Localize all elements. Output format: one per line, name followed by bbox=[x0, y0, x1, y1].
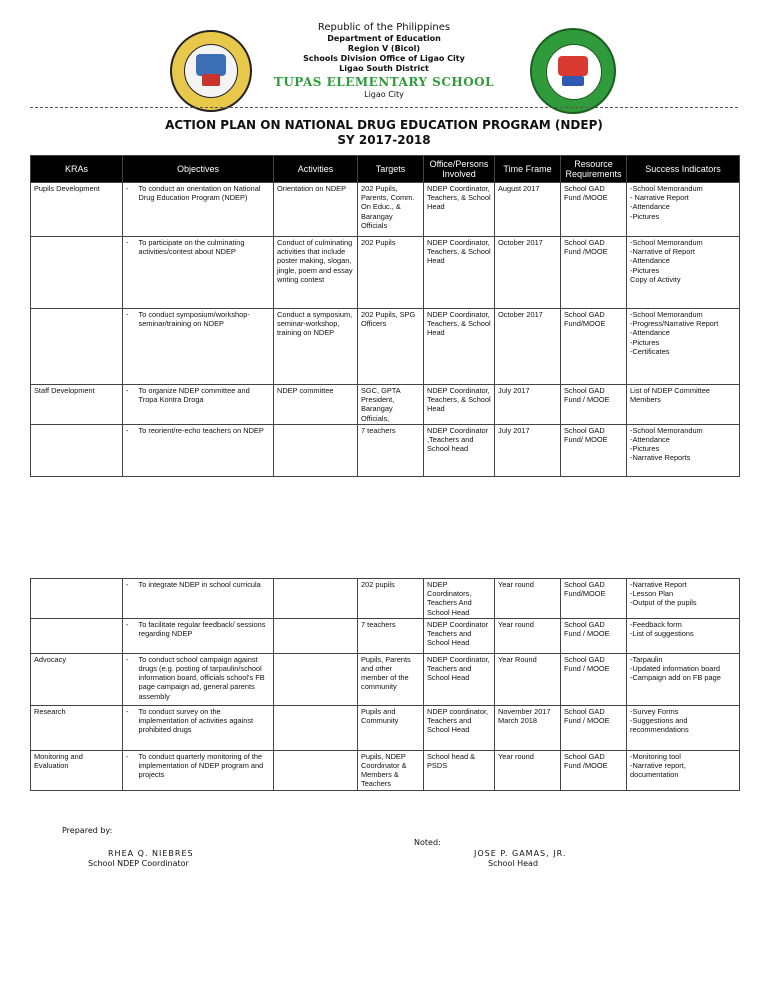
office-cell: NDEP Coordinators, Teachers And School Head bbox=[424, 579, 495, 619]
time-cell: Year round bbox=[495, 618, 561, 653]
time-cell: Year Round bbox=[495, 653, 561, 705]
resource-cell: School GAD Fund /MOOE bbox=[561, 183, 627, 237]
indicators-cell: List of NDEP Committee Members bbox=[627, 385, 740, 425]
objective-cell: To organize NDEP committee and Tropa Kontra Droga bbox=[136, 385, 274, 425]
header-divider bbox=[30, 107, 738, 108]
indicators-cell: -Monitoring tool -Narrative report, documentation bbox=[627, 750, 740, 790]
kra-cell: Monitoring and Evaluation bbox=[31, 750, 123, 790]
activity-cell: Conduct of culminating activities that include poster making, slogan, jingle, poem and essay writing contest bbox=[274, 237, 358, 309]
table-row bbox=[31, 424, 740, 476]
col-kras: KRAs bbox=[31, 156, 123, 183]
action-plan-table-2 bbox=[30, 578, 740, 791]
office-cell: NDEP Coordinator ,Teachers and School head bbox=[424, 424, 495, 476]
time-cell: July 2017 bbox=[495, 385, 561, 425]
targets-cell: 202 Pupils, SPG Officers bbox=[358, 309, 424, 385]
office-cell: NDEP Coordinator, Teachers, & School Head bbox=[424, 309, 495, 385]
preparer-name: RHEA Q. NIEBRES bbox=[108, 849, 194, 858]
office-cell: NDEP Coordinator, Teachers, & School Head bbox=[424, 183, 495, 237]
school-year: SY 2017-2018 bbox=[337, 133, 431, 147]
resource-cell: School GAD Fund / MOOE bbox=[561, 385, 627, 425]
col-resource: Resource Requirements bbox=[561, 156, 627, 183]
targets-cell: 7 teachers bbox=[358, 424, 424, 476]
district-line: Ligao South District bbox=[339, 64, 429, 73]
objective-cell: To conduct symposium/workshop-seminar/training on NDEP bbox=[136, 309, 274, 385]
targets-cell: 202 Pupils bbox=[358, 237, 424, 309]
department-line: Department of Education bbox=[327, 34, 441, 43]
objective-cell: To conduct an orientation on National Drug Education Program (NDEP) bbox=[136, 183, 274, 237]
objective-cell: To conduct school campaign against drugs (e.g. posting of tarpaulin/school information board, officials school's FB page campaign ad, general parents assembly bbox=[136, 653, 274, 705]
resource-cell: School GAD Fund / MOOE bbox=[561, 705, 627, 750]
indicators-cell: -Narrative Report -Lesson Plan -Output of the pupils bbox=[627, 579, 740, 619]
indicators-cell: -School Memorandum -Attendance -Pictures -Narrative Reports bbox=[627, 424, 740, 476]
indicators-cell: -School Memorandum - Narrative Report -Attendance -Pictures bbox=[627, 183, 740, 237]
table-row bbox=[31, 653, 740, 705]
activity-cell bbox=[274, 579, 358, 619]
noter-title: School Head bbox=[488, 859, 539, 868]
table-row bbox=[31, 183, 740, 237]
col-activities: Activities bbox=[274, 156, 358, 183]
indicators-cell: -Feedback form -List of suggestions bbox=[627, 618, 740, 653]
resource-cell: School GAD Fund / MOOE bbox=[561, 618, 627, 653]
table-row bbox=[31, 237, 740, 309]
time-cell: August 2017 bbox=[495, 183, 561, 237]
activity-cell bbox=[274, 653, 358, 705]
table-row bbox=[31, 309, 740, 385]
office-cell: NDEP Coordinator, Teachers and School Head bbox=[424, 653, 495, 705]
city-line: Ligao City bbox=[364, 90, 404, 99]
col-targets: Targets bbox=[358, 156, 424, 183]
region-line: Region V (Bicol) bbox=[347, 44, 421, 53]
objective-cell: To participate on the culminating activities/contest about NDEP bbox=[136, 237, 274, 309]
prepared-by-label: Prepared by: bbox=[62, 826, 113, 835]
office-cell: NDEP Coordinator, Teachers, & School Head bbox=[424, 237, 495, 309]
activity-cell: Orientation on NDEP bbox=[274, 183, 358, 237]
bullet-cell: - bbox=[123, 750, 136, 790]
office-cell: NDEP Coordinator, Teachers, & School Head bbox=[424, 385, 495, 425]
noter-name: JOSE P. GAMAS, JR. bbox=[474, 849, 567, 858]
indicators-cell: -Survey Forms -Suggestions and recommendations bbox=[627, 705, 740, 750]
targets-cell: Pupils and Community bbox=[358, 705, 424, 750]
objective-cell: To reorient/re-echo teachers on NDEP bbox=[136, 424, 274, 476]
targets-cell: 202 Pupils, Parents, Comm. On Educ., & Barangay Officials bbox=[358, 183, 424, 237]
targets-cell: 202 pupils bbox=[358, 579, 424, 619]
bullet-cell: - bbox=[123, 309, 136, 385]
col-office: Office/Persons Involved bbox=[424, 156, 495, 183]
division-line: Schools Division Office of Ligao City bbox=[303, 54, 465, 63]
activity-cell bbox=[274, 705, 358, 750]
kra-cell: Advocacy bbox=[31, 653, 123, 705]
time-cell: October 2017 bbox=[495, 309, 561, 385]
resource-cell: School GAD Fund/ MOOE bbox=[561, 424, 627, 476]
objective-cell: To conduct survey on the implementation of activities against prohibited drugs bbox=[136, 705, 274, 750]
action-plan-table-1 bbox=[30, 155, 740, 477]
document-title: ACTION PLAN ON NATIONAL DRUG EDUCATION PROGRAM (NDEP) bbox=[165, 118, 603, 132]
kra-cell: Research bbox=[31, 705, 123, 750]
preparer-title: School NDEP Coordinator bbox=[88, 859, 189, 868]
bullet-cell: - bbox=[123, 237, 136, 309]
office-cell: School head & PSDS bbox=[424, 750, 495, 790]
col-success-indicators: Success Indicators bbox=[627, 156, 740, 183]
time-cell: November 2017 March 2018 bbox=[495, 705, 561, 750]
bullet-cell: - bbox=[123, 653, 136, 705]
activity-cell bbox=[274, 750, 358, 790]
indicators-cell: -School Memorandum -Progress/Narrative Report -Attendance -Pictures -Certificates bbox=[627, 309, 740, 385]
time-cell: October 2017 bbox=[495, 237, 561, 309]
republic-line: Republic of the Philippines bbox=[317, 22, 451, 33]
bullet-cell: - bbox=[123, 385, 136, 425]
resource-cell: School GAD Fund /MOOE bbox=[561, 750, 627, 790]
objective-cell: To conduct quarterly monitoring of the implementation of NDEP program and projects bbox=[136, 750, 274, 790]
school-name: TUPAS ELEMENTARY SCHOOL bbox=[273, 75, 495, 89]
objective-cell: To facilitate regular feedback/ sessions regarding NDEP bbox=[136, 618, 274, 653]
activity-cell bbox=[274, 618, 358, 653]
time-cell: Year round bbox=[495, 579, 561, 619]
office-cell: NDEP Coordinator Teachers and School Head bbox=[424, 618, 495, 653]
table-row bbox=[31, 618, 740, 653]
kra-cell bbox=[31, 237, 123, 309]
targets-cell: 7 teachers bbox=[358, 618, 424, 653]
letterhead bbox=[0, 0, 768, 110]
targets-cell: Pupils, NDEP Coordinator & Members & Teachers bbox=[358, 750, 424, 790]
kra-cell: Staff Development bbox=[31, 385, 123, 425]
table-row bbox=[31, 705, 740, 750]
kra-cell bbox=[31, 579, 123, 619]
bullet-cell: - bbox=[123, 579, 136, 619]
time-cell: July 2017 bbox=[495, 424, 561, 476]
indicators-cell: -School Memorandum -Narrative of Report -Attendance -Pictures Copy of Activity bbox=[627, 237, 740, 309]
resource-cell: School GAD Fund / MOOE bbox=[561, 653, 627, 705]
kra-cell bbox=[31, 309, 123, 385]
time-cell: Year round bbox=[495, 750, 561, 790]
targets-cell: Pupils, Parents and other member of the community bbox=[358, 653, 424, 705]
table-row bbox=[31, 750, 740, 790]
resource-cell: School GAD Fund /MOOE bbox=[561, 237, 627, 309]
kra-cell bbox=[31, 424, 123, 476]
activity-cell: NDEP committee bbox=[274, 385, 358, 425]
kra-cell bbox=[31, 618, 123, 653]
bullet-cell: - bbox=[123, 705, 136, 750]
bullet-cell: - bbox=[123, 183, 136, 237]
bullet-cell: - bbox=[123, 424, 136, 476]
table-row bbox=[31, 579, 740, 619]
targets-cell: SGC, GPTA President, Barangay Officials, bbox=[358, 385, 424, 425]
objective-cell: To integrate NDEP in school curricula bbox=[136, 579, 274, 619]
office-cell: NDEP coordinator, Teachers and School Head bbox=[424, 705, 495, 750]
activity-cell bbox=[274, 424, 358, 476]
activity-cell: Conduct a symposium, seminar-workshop, training on NDEP bbox=[274, 309, 358, 385]
kra-cell: Pupils Development bbox=[31, 183, 123, 237]
resource-cell: School GAD Fund/MOOE bbox=[561, 579, 627, 619]
col-objectives: Objectives bbox=[123, 156, 274, 183]
table-row bbox=[31, 385, 740, 425]
resource-cell: School GAD Fund/MOOE bbox=[561, 309, 627, 385]
indicators-cell: -Tarpaulin -Updated information board -Campaign add on FB page bbox=[627, 653, 740, 705]
noted-label: Noted: bbox=[414, 838, 441, 847]
bullet-cell: - bbox=[123, 618, 136, 653]
col-time-frame: Time Frame bbox=[495, 156, 561, 183]
